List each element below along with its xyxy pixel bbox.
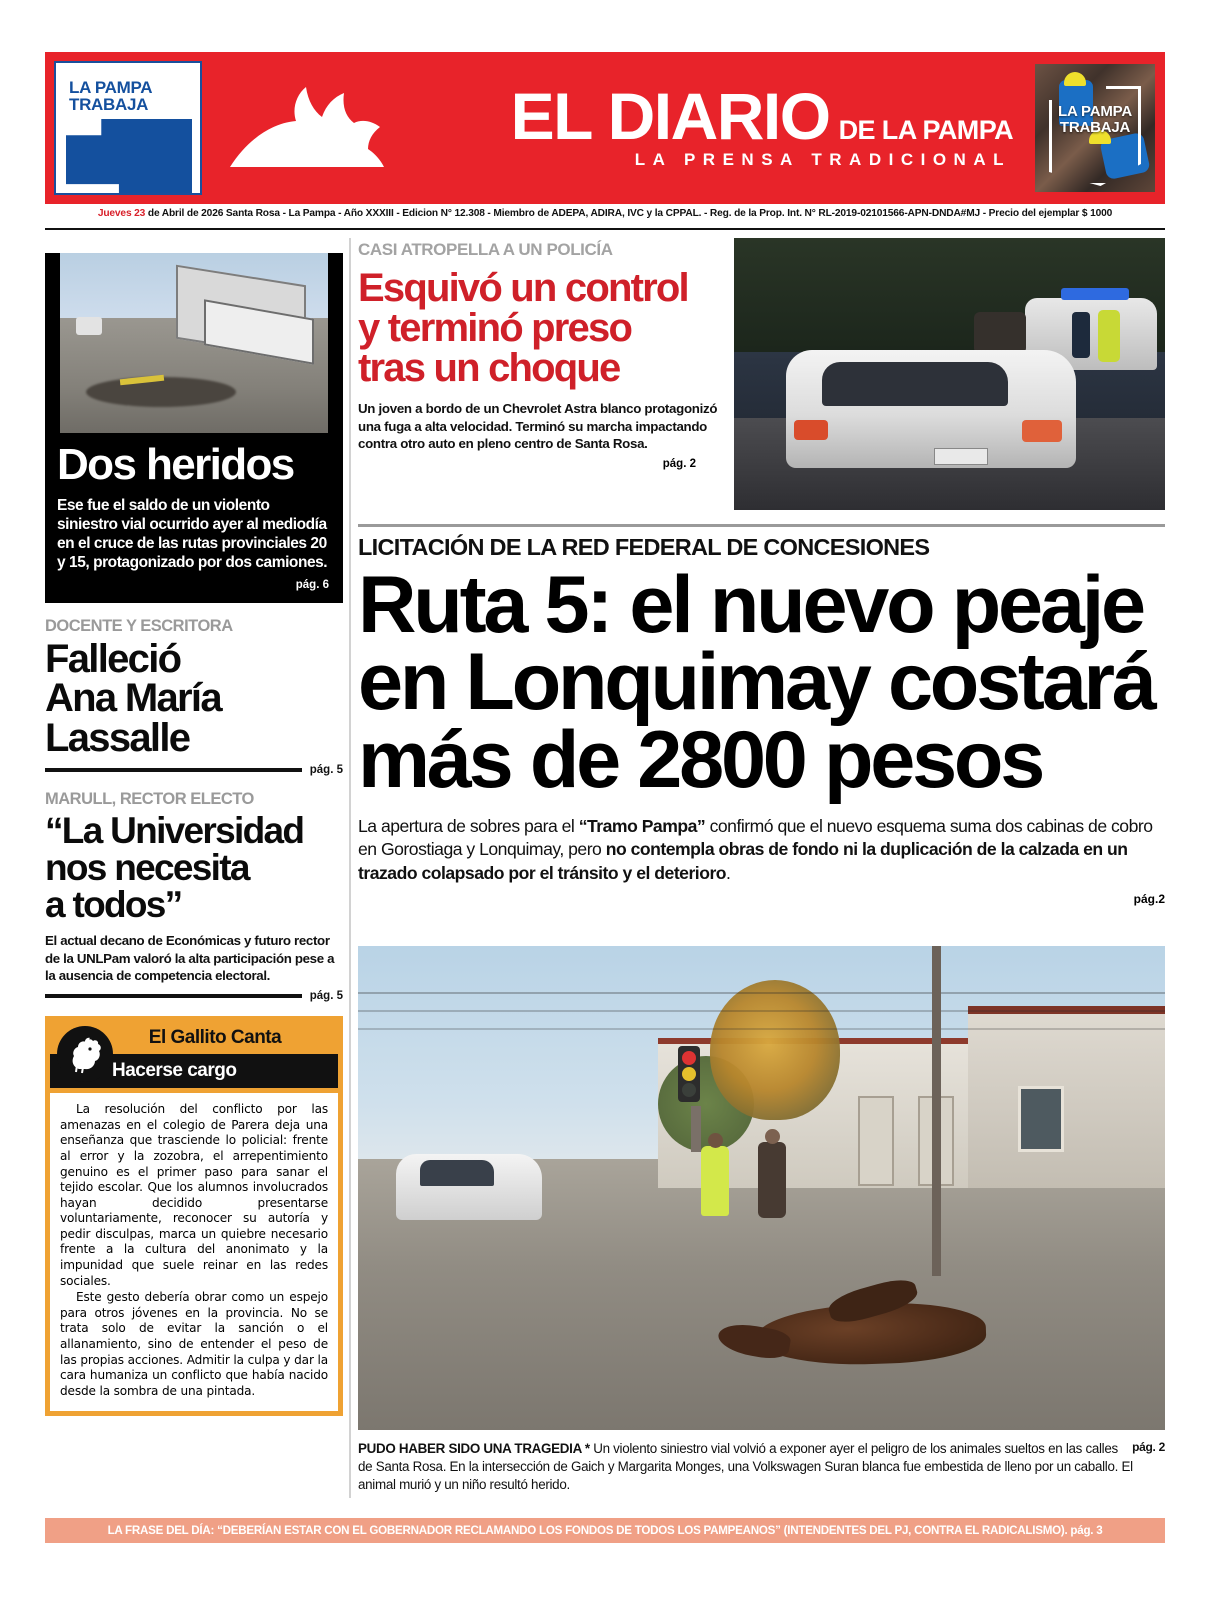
photo-person-head — [708, 1133, 723, 1148]
main-story-summary — [358, 815, 1165, 885]
caption-page-ref[interactable]: pág. 2 — [1132, 1440, 1165, 1454]
headline-line-2: y terminó preso — [358, 306, 632, 350]
photo-power-lines — [358, 982, 1165, 1042]
quote-of-the-day-bar[interactable] — [45, 1518, 1165, 1543]
story-university-kicker: MARULL, RECTOR ELECTO — [45, 790, 254, 809]
story-university-page-ref[interactable]: pág. 5 — [309, 990, 343, 1003]
photo-signpost — [691, 1106, 701, 1152]
photo-person-dark — [758, 1142, 786, 1218]
photo-car-window — [420, 1160, 494, 1186]
bird-logo-icon — [222, 83, 392, 173]
headline-line-1: “La Universidad — [45, 810, 304, 852]
caption-text: Un violento siniestro vial volvió a exponer ayer el peligro de los animales sueltos en las calles de Santa Rosa. En la intersección de Gaich y Margarita Monges, una Volkswagen Suran blanca fue embestida de lleno por un caballo. El animal murió y un niño resultó herido. — [358, 1441, 1133, 1492]
main-story-page-ref[interactable]: pág.2 — [1133, 892, 1165, 907]
photo-car-rear-window — [822, 362, 1008, 406]
story-university-footer — [45, 990, 343, 1002]
section-divider — [358, 524, 1165, 527]
summary-bold-2: no contempla obras de fondo ni la duplicación de la calzada en un trazado colapsado por el tránsito y el deterioro — [358, 839, 1128, 883]
opinion-title: Hacerse cargo — [50, 1054, 338, 1088]
opinion-paragraph-1: La resolución del conflicto por las amenazas en el colegio de Parera deja una enseñanza que trasciende lo policial: frente al error y la zozobra, el arrepentimiento genuino es el primer paso para sanar el tejido escolar. Que los alumnos involucrados hayan decidido presentarse voluntariamente, reconocer su autoría y pedir disculpas, marca un quiebre necesario frente a la cultura del anonimato y la impunidad que suele reinar en las redes sociales. — [60, 1102, 328, 1288]
headline-line-3: a todos” — [45, 883, 182, 925]
opinion-brand: El Gallito Canta — [148, 1026, 282, 1048]
headline-line-1: Esquivó un control — [358, 266, 688, 310]
summary-part-3: . — [726, 862, 731, 883]
la-pampa-trabaja-logo — [54, 61, 202, 195]
photo-door-1 — [858, 1096, 894, 1186]
summary-bold-1: “Tramo Pampa” — [578, 816, 706, 837]
headline-line-1: Ruta 5: el nuevo peaje — [358, 560, 1143, 650]
top-story-summary: Un joven a bordo de un Chevrolet Astra blanco protagonizó una fuga a alta velocidad. Terminó su marcha impactando contra otro auto en pleno centro de Santa Rosa. — [358, 401, 718, 452]
masthead — [45, 52, 1165, 204]
newspaper-title: EL DIARIO — [510, 78, 830, 153]
headline-line-1: Falleció — [45, 636, 181, 681]
main-photo — [358, 946, 1165, 1430]
photo-officer-hivis — [1098, 310, 1120, 362]
logo-text-line1: LA PAMPA — [69, 78, 153, 97]
top-story-photo — [734, 238, 1165, 510]
edition-date-day: Jueves 23 — [97, 208, 146, 219]
traffic-light-green — [682, 1083, 696, 1097]
logo-text-line2: TRABAJA — [69, 95, 149, 115]
header-divider — [45, 228, 1165, 230]
main-story-headline — [358, 560, 1165, 805]
top-story-headline — [358, 268, 718, 388]
quote-of-the-day-text: LA FRASE DEL DÍA: “DEBERÍAN ESTAR CON EL GOBERNADOR RECLAMANDO LOS FONDOS DE TODOS LOS PAMPEANOS” (INTENDENTES DEL PJ, CONTRA EL RADICALISMO). pág. 3 — [107, 1524, 1103, 1537]
lead-story-page-ref[interactable]: pág. 6 — [295, 578, 329, 591]
top-story-kicker: CASI ATROPELLA A UN POLICÍA — [358, 240, 613, 259]
traffic-light-red — [682, 1051, 696, 1065]
caption-lead: PUDO HABER SIDO UNA TRAGEDIA * — [358, 1441, 590, 1456]
traffic-light-icon — [678, 1046, 700, 1102]
ad-text — [1035, 104, 1155, 136]
newspaper-title-suffix: DE LA PAMPA — [838, 114, 1013, 145]
story-obituary-footer — [45, 764, 343, 776]
summary-part-1: La apertura de sobres para el — [358, 816, 579, 837]
story-obituary[interactable] — [45, 617, 343, 777]
logo-text — [69, 79, 152, 114]
top-story-page-ref[interactable]: pág. 2 — [662, 458, 696, 471]
photo-taillight-right — [1022, 420, 1062, 442]
left-column — [45, 238, 343, 1416]
lead-story-headline: Dos heridos — [57, 440, 294, 489]
photo-officer-dark — [1072, 312, 1090, 358]
divider-bar — [45, 768, 302, 772]
story-obituary-page-ref[interactable]: pág. 5 — [309, 764, 343, 777]
photo-person-hivis — [701, 1146, 729, 1216]
ad-text-line2: TRABAJA — [1059, 118, 1131, 136]
lead-story-block[interactable] — [45, 253, 343, 603]
main-story-kicker: LICITACIÓN DE LA RED FEDERAL DE CONCESIONES — [358, 534, 930, 560]
lead-story-photo — [60, 253, 328, 433]
headline-line-2: nos necesita — [45, 847, 249, 889]
story-university[interactable] — [45, 790, 343, 1002]
opinion-paragraph-2: Este gesto debería obrar como un espejo para otros jóvenes en la provincia. No se trata solo de evitar la sanción o el allanamiento, sino de entender el peso de las propias acciones. Admitir la culpa y dar la cara humaniza un conflicto que había nacido desde la sombra de una pintada. — [60, 1290, 328, 1398]
photo-taillight-left — [794, 420, 828, 440]
photo-police-lightbar — [1061, 288, 1129, 300]
traffic-light-yellow — [682, 1067, 696, 1081]
photo-debris — [86, 377, 236, 407]
masthead-advertisement[interactable] — [1035, 64, 1155, 192]
top-center-story[interactable] — [358, 240, 718, 470]
main-photo-caption — [358, 1440, 1165, 1493]
summary-part-2: confirmó que el nuevo esquema suma dos cabinas de cobro en Gorostiaga y Lonquimay, pero — [358, 816, 1153, 860]
opinion-body — [50, 1093, 338, 1411]
ad-text-line1: LA PAMPA — [1058, 103, 1132, 120]
lead-story-summary: Ese fue el saldo de un violento siniestro vial ocurrido ayer al mediodía en el cruce de las rutas provinciales 20 y 15, protagonizado por dos camiones. — [57, 497, 328, 571]
photo-person-head — [765, 1129, 780, 1144]
photo-motorcycle — [974, 312, 1026, 354]
newspaper-tagline: LA PRENSA TRADICIONAL — [634, 150, 1011, 170]
ad-province-outline-icon — [1049, 86, 1141, 186]
main-story[interactable] — [358, 534, 1165, 906]
headline-line-2: Ana María — [45, 676, 221, 721]
story-university-headline — [45, 810, 343, 925]
rooster-icon — [57, 1026, 113, 1082]
edition-info-bar — [45, 208, 1165, 219]
opinion-box[interactable] — [45, 1016, 343, 1416]
story-university-summary: El actual decano de Económicas y futuro rector de la UNLPam valoró la alta participación pese a la ausencia de competencia electoral. — [45, 933, 335, 983]
photo-window — [1018, 1086, 1064, 1152]
photo-utility-pole-1 — [932, 946, 941, 1276]
headline-line-3: más de 2800 pesos — [358, 714, 1043, 805]
column-divider — [349, 238, 351, 1498]
edition-details: de Abril de 2026 Santa Rosa - La Pampa - Año XXXIII - Edicion N° 12.308 - Miembro de ADEPA, ADIRA, IVC y la CPPAL. - Reg. de la Prop. Int. N° RL-2019-02101566-APN-DNDA#MJ - Precio del ejemplar $ 1000 — [145, 208, 1113, 219]
masthead-title-block — [392, 78, 1035, 171]
photo-distant-vehicle — [76, 317, 102, 335]
headline-line-2: en Lonquimay costará — [358, 637, 1154, 728]
photo-license-plate — [934, 448, 988, 465]
divider-bar — [45, 994, 302, 998]
headline-line-3: Lassalle — [45, 715, 190, 760]
headline-line-3: tras un choque — [358, 346, 620, 390]
province-shape-icon — [66, 119, 192, 193]
story-obituary-kicker: DOCENTE Y ESCRITORA — [45, 616, 233, 635]
story-obituary-headline — [45, 636, 343, 760]
